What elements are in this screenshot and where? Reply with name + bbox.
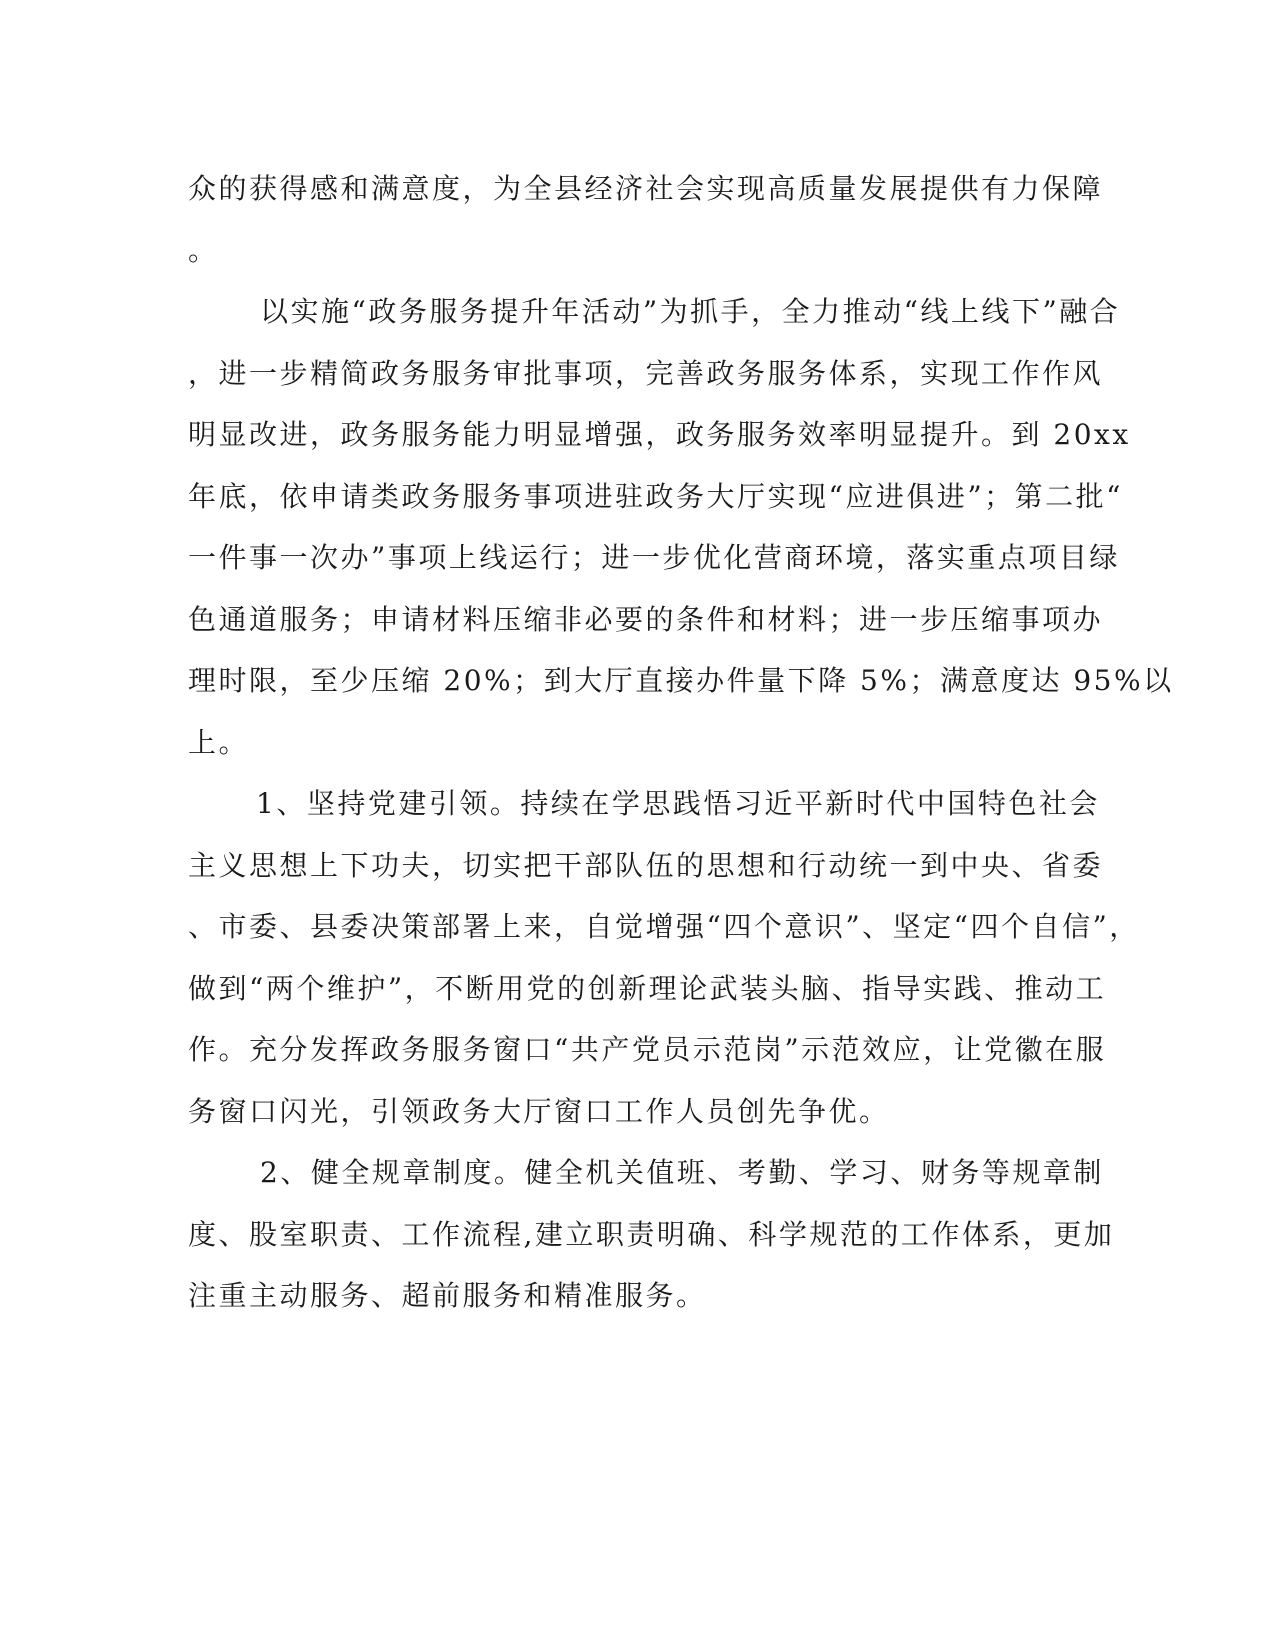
paragraph-start-line: 1、坚持党建引领。持续在学思践悟习近平新时代中国特色社会 bbox=[256, 787, 1100, 820]
text-line: 年底，依申请类政务服务事项进驻政务大厅实现“应进俱进”；第二批“ bbox=[188, 479, 1123, 513]
text-line: 色通道服务；申请材料压缩非必要的条件和材料；进一步压缩事项办 bbox=[188, 602, 1104, 636]
text-line: 上。 bbox=[188, 725, 250, 759]
paragraph-start-line: 2、健全规章制度。健全机关值班、考勤、学习、财务等规章制 bbox=[260, 1156, 1104, 1189]
text-line: 理时限，至少压缩 20%；到大厅直接办件量下降 5%；满意度达 95%以 bbox=[188, 664, 1174, 697]
paragraph-start-line: 以实施“政务服务提升年活动”为抓手，全力推动“线上线下”融合 bbox=[260, 295, 1121, 328]
text-line: 。 bbox=[188, 233, 219, 267]
text-line: 度、股室职责、工作流程,建立职责明确、科学规范的工作体系，更加 bbox=[188, 1217, 1115, 1251]
text-line: 众的获得感和满意度，为全县经济社会实现高质量发展提供有力保障 bbox=[188, 172, 1104, 205]
text-line: 做到“两个维护”，不断用党的创新理论武装头脑、指导实践、推动工 bbox=[188, 971, 1107, 1005]
document-body bbox=[188, 158, 1174, 1327]
text-line: 务窗口闪光，引领政务大厅窗口工作人员创先争优。 bbox=[188, 1094, 890, 1128]
text-line: 、市委、县委决策部署上来，自觉增强“四个意识”、坚定“四个自信”， bbox=[188, 910, 1140, 943]
text-line: 一件事一次办”事项上线运行；进一步优化营商环境，落实重点项目绿 bbox=[188, 541, 1120, 574]
text-line: 注重主动服务、超前服务和精准服务。 bbox=[188, 1279, 707, 1312]
text-line: 主义思想上下功夫，切实把干部队伍的思想和行动统一到中央、省委 bbox=[188, 848, 1104, 882]
text-line: 作。充分发挥政务服务窗口“共产党员示范岗”示范效应，让党徽在服 bbox=[188, 1033, 1107, 1066]
text-line: ，进一步精简政务服务审批事项，完善政务服务体系，实现工作作风 bbox=[188, 356, 1104, 390]
text-line: 明显改进，政务服务能力明显增强，政务服务效率明显提升。到 20xx bbox=[188, 418, 1131, 451]
